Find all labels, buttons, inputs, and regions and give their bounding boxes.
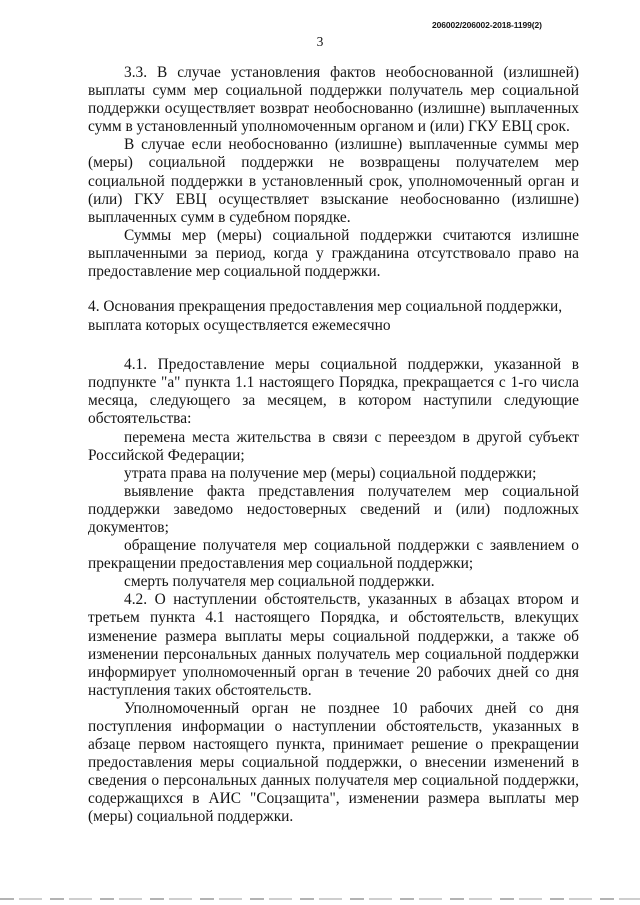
- list-item-false-information: выявление факта представления получателем мер социальной поддержки заведомо недостоверных сведений и (или) подложных документов;: [88, 482, 579, 536]
- paragraph-3-3: 3.3. В случае установления фактов необоснованной (излишней) выплаты сумм мер социальной поддержки получатель мер социальной поддержки осуществляет возврат необоснованно (излишне) выплаченных сумм в установленный уполномоченным органом и (или) ГКУ ЕВЦ срок.: [88, 64, 579, 136]
- document-body: [88, 64, 579, 827]
- list-item-loss-of-right: утрата права на получение мер (меры) социальной поддержки;: [124, 464, 537, 482]
- section-title-line-2: выплата которых осуществляется ежемесячно: [88, 316, 391, 334]
- paragraph-4-1: 4.1. Предоставление меры социальной поддержки, указанной в подпункте "а" пункта 1.1 настоящего Порядка, прекращается с 1-го числа месяца, следующего за месяцем, в котором наступили следующие обстоятельства:: [88, 356, 579, 428]
- section-4-title: [88, 298, 579, 335]
- scan-footer-line: [0, 898, 640, 900]
- list-item-application: обращение получателя мер социальной поддержки с заявлением о прекращении предоставления мер социальной поддержки;: [88, 537, 579, 573]
- paragraph-decision: Уполномоченный орган не позднее 10 рабочих дней со дня поступления информации о наступлении обстоятельств, указанных в абзаце первом настоящего пункта, принимает решение о прекращении предоставления меры социальной поддержки, о внесении изменений в сведения о персональных данных получателя мер социальной поддержки, содержащихся в АИС "Соцзащита", изменении размера выплаты мер (меры) социальной поддержки.: [88, 699, 579, 826]
- list-item-relocation: перемена места жительства в связи с переездом в другой субъект Российской Федерации;: [88, 428, 579, 464]
- paragraph-recovery-court: В случае если необоснованно (излишне) выплаченные суммы мер (меры) социальной поддержки не возвращены получателем мер социальной поддержки в установленный срок, уполномоченный орган и (или) ГКУ ЕВЦ осуществляет взыскание необоснованно (излишне) выплаченных сумм в судебном порядке.: [88, 136, 579, 226]
- paragraph-excess-payments: Суммы мер (меры) социальной поддержки считаются излишне выплаченными за период, когда у гражданина отсутствовало право на предоставление мер социальной поддержки.: [88, 226, 579, 281]
- paragraph-4-2: 4.2. О наступлении обстоятельств, указанных в абзацах втором и третьем пункта 4.1 настоящего Порядка, и обстоятельств, влекущих изменение размера выплаты меры социальной поддержки, а также об изменении персональных данных получатель мер социальной поддержки информирует уполномоченный орган в течение 20 рабочих дней со дня наступления таких обстоятельств.: [88, 591, 579, 699]
- page-number: 3: [316, 34, 324, 49]
- list-item-death: смерть получателя мер социальной поддержки.: [124, 573, 435, 591]
- document-number: 206002/206002-2018-1199(2): [432, 20, 542, 30]
- section-title-line-1: 4. Основания прекращения предоставления мер социальной поддержки,: [88, 298, 563, 316]
